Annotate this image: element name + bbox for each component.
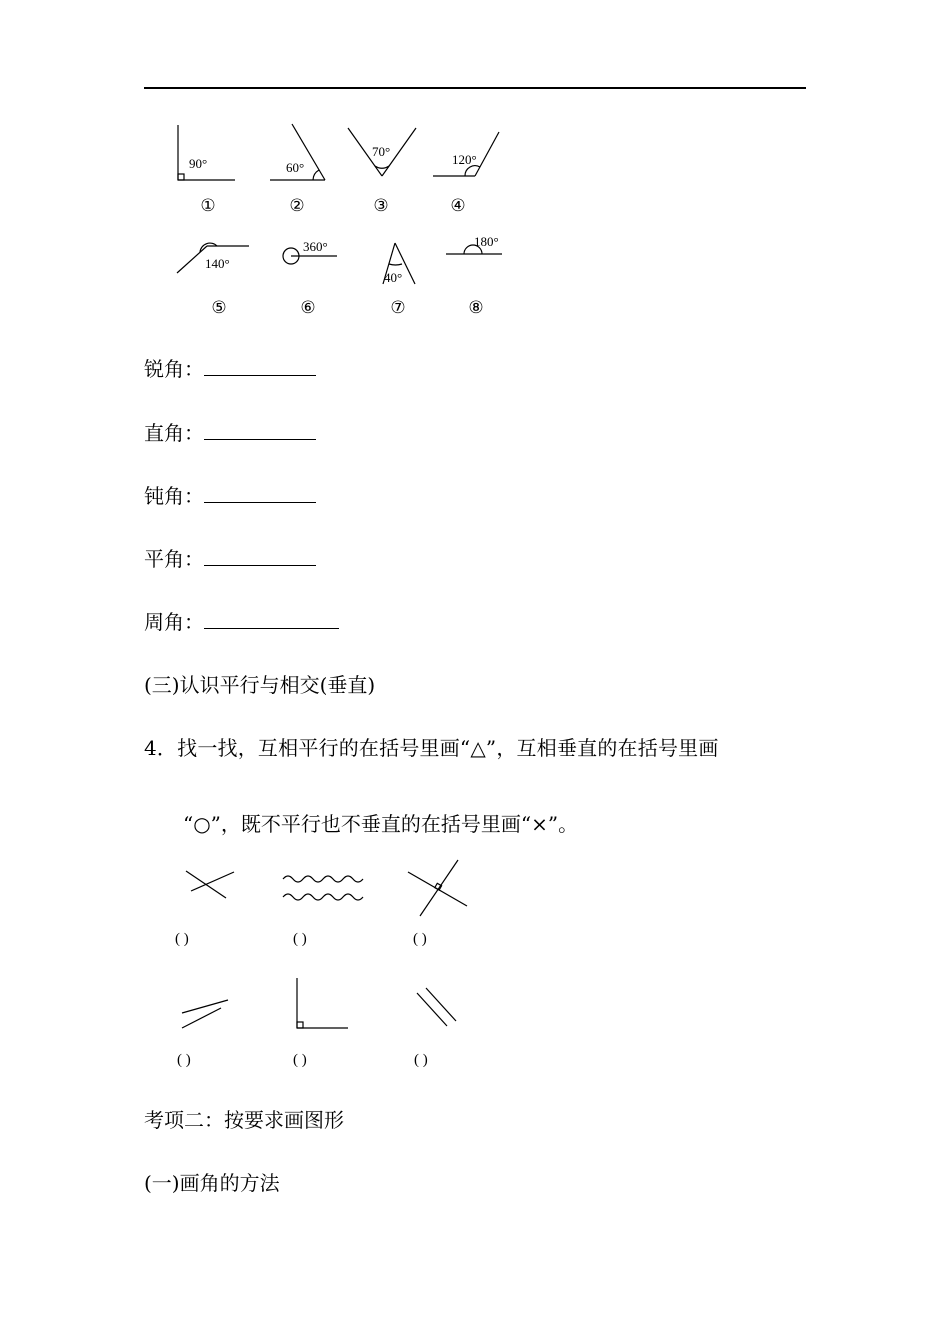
angle-5-degree: 140°	[205, 256, 230, 271]
section-three-title: (三)认识平行与相交(垂直)	[144, 673, 376, 697]
acute-angle-blank[interactable]	[204, 358, 316, 376]
question-4-line-1: 4．找一找，互相平行的在括号里画“△”，互相垂直的在括号里画	[144, 736, 719, 760]
angle-6-degree: 360°	[303, 239, 328, 254]
obtuse-angle-row	[144, 484, 316, 508]
angle-2-number: ②	[289, 196, 305, 216]
angle-1-degree: 90°	[189, 156, 208, 171]
angle-1-number: ①	[200, 196, 216, 216]
line-pair-figure-4	[182, 1000, 228, 1028]
right-angle-label: 直角：	[144, 421, 204, 445]
line-pair-figure-2	[283, 876, 363, 900]
line-pair-figure-3	[408, 860, 467, 916]
angle-3-number: ③	[373, 196, 389, 216]
section-one-title: (一)画角的方法	[144, 1171, 280, 1195]
question-4-line-2: “○”，既不平行也不垂直的在括号里画“×”。	[183, 812, 579, 836]
angle-4-number: ④	[450, 196, 466, 216]
angle-7-number: ⑦	[390, 298, 406, 318]
obtuse-angle-blank[interactable]	[204, 485, 316, 503]
angle-figure-1	[178, 125, 235, 180]
angle-6-number: ⑥	[300, 298, 316, 318]
straight-angle-blank[interactable]	[204, 548, 316, 566]
full-angle-blank[interactable]	[204, 611, 339, 629]
obtuse-angle-label: 钝角：	[144, 484, 204, 508]
angle-4-degree: 120°	[452, 152, 477, 167]
angle-5-number: ⑤	[211, 298, 227, 318]
full-angle-label: 周角：	[144, 610, 204, 634]
straight-angle-row	[144, 547, 316, 571]
answer-paren-4: ( )	[177, 1052, 191, 1068]
angle-3-degree: 70°	[372, 144, 391, 159]
answer-paren-5: ( )	[293, 1052, 307, 1068]
angle-7-degree: 40°	[384, 270, 403, 285]
right-angle-row	[144, 421, 316, 445]
right-angle-blank[interactable]	[204, 422, 316, 440]
angle-8-degree: 180°	[474, 234, 499, 249]
answer-paren-3: ( )	[413, 931, 427, 947]
straight-angle-label: 平角：	[144, 547, 204, 571]
answer-paren-1: ( )	[175, 931, 189, 947]
answer-paren-6: ( )	[414, 1052, 428, 1068]
angle-2-degree: 60°	[286, 160, 305, 175]
angle-8-number: ⑧	[468, 298, 484, 318]
topic-two-title: 考项二：按要求画图形	[144, 1108, 344, 1132]
answer-paren-2: ( )	[293, 931, 307, 947]
line-pair-figure-5	[297, 978, 348, 1028]
line-pair-figure-6	[417, 988, 456, 1026]
acute-angle-row	[144, 357, 316, 381]
acute-angle-label: 锐角：	[144, 357, 204, 381]
full-angle-row	[144, 610, 339, 634]
line-pair-figure-1	[186, 871, 234, 898]
